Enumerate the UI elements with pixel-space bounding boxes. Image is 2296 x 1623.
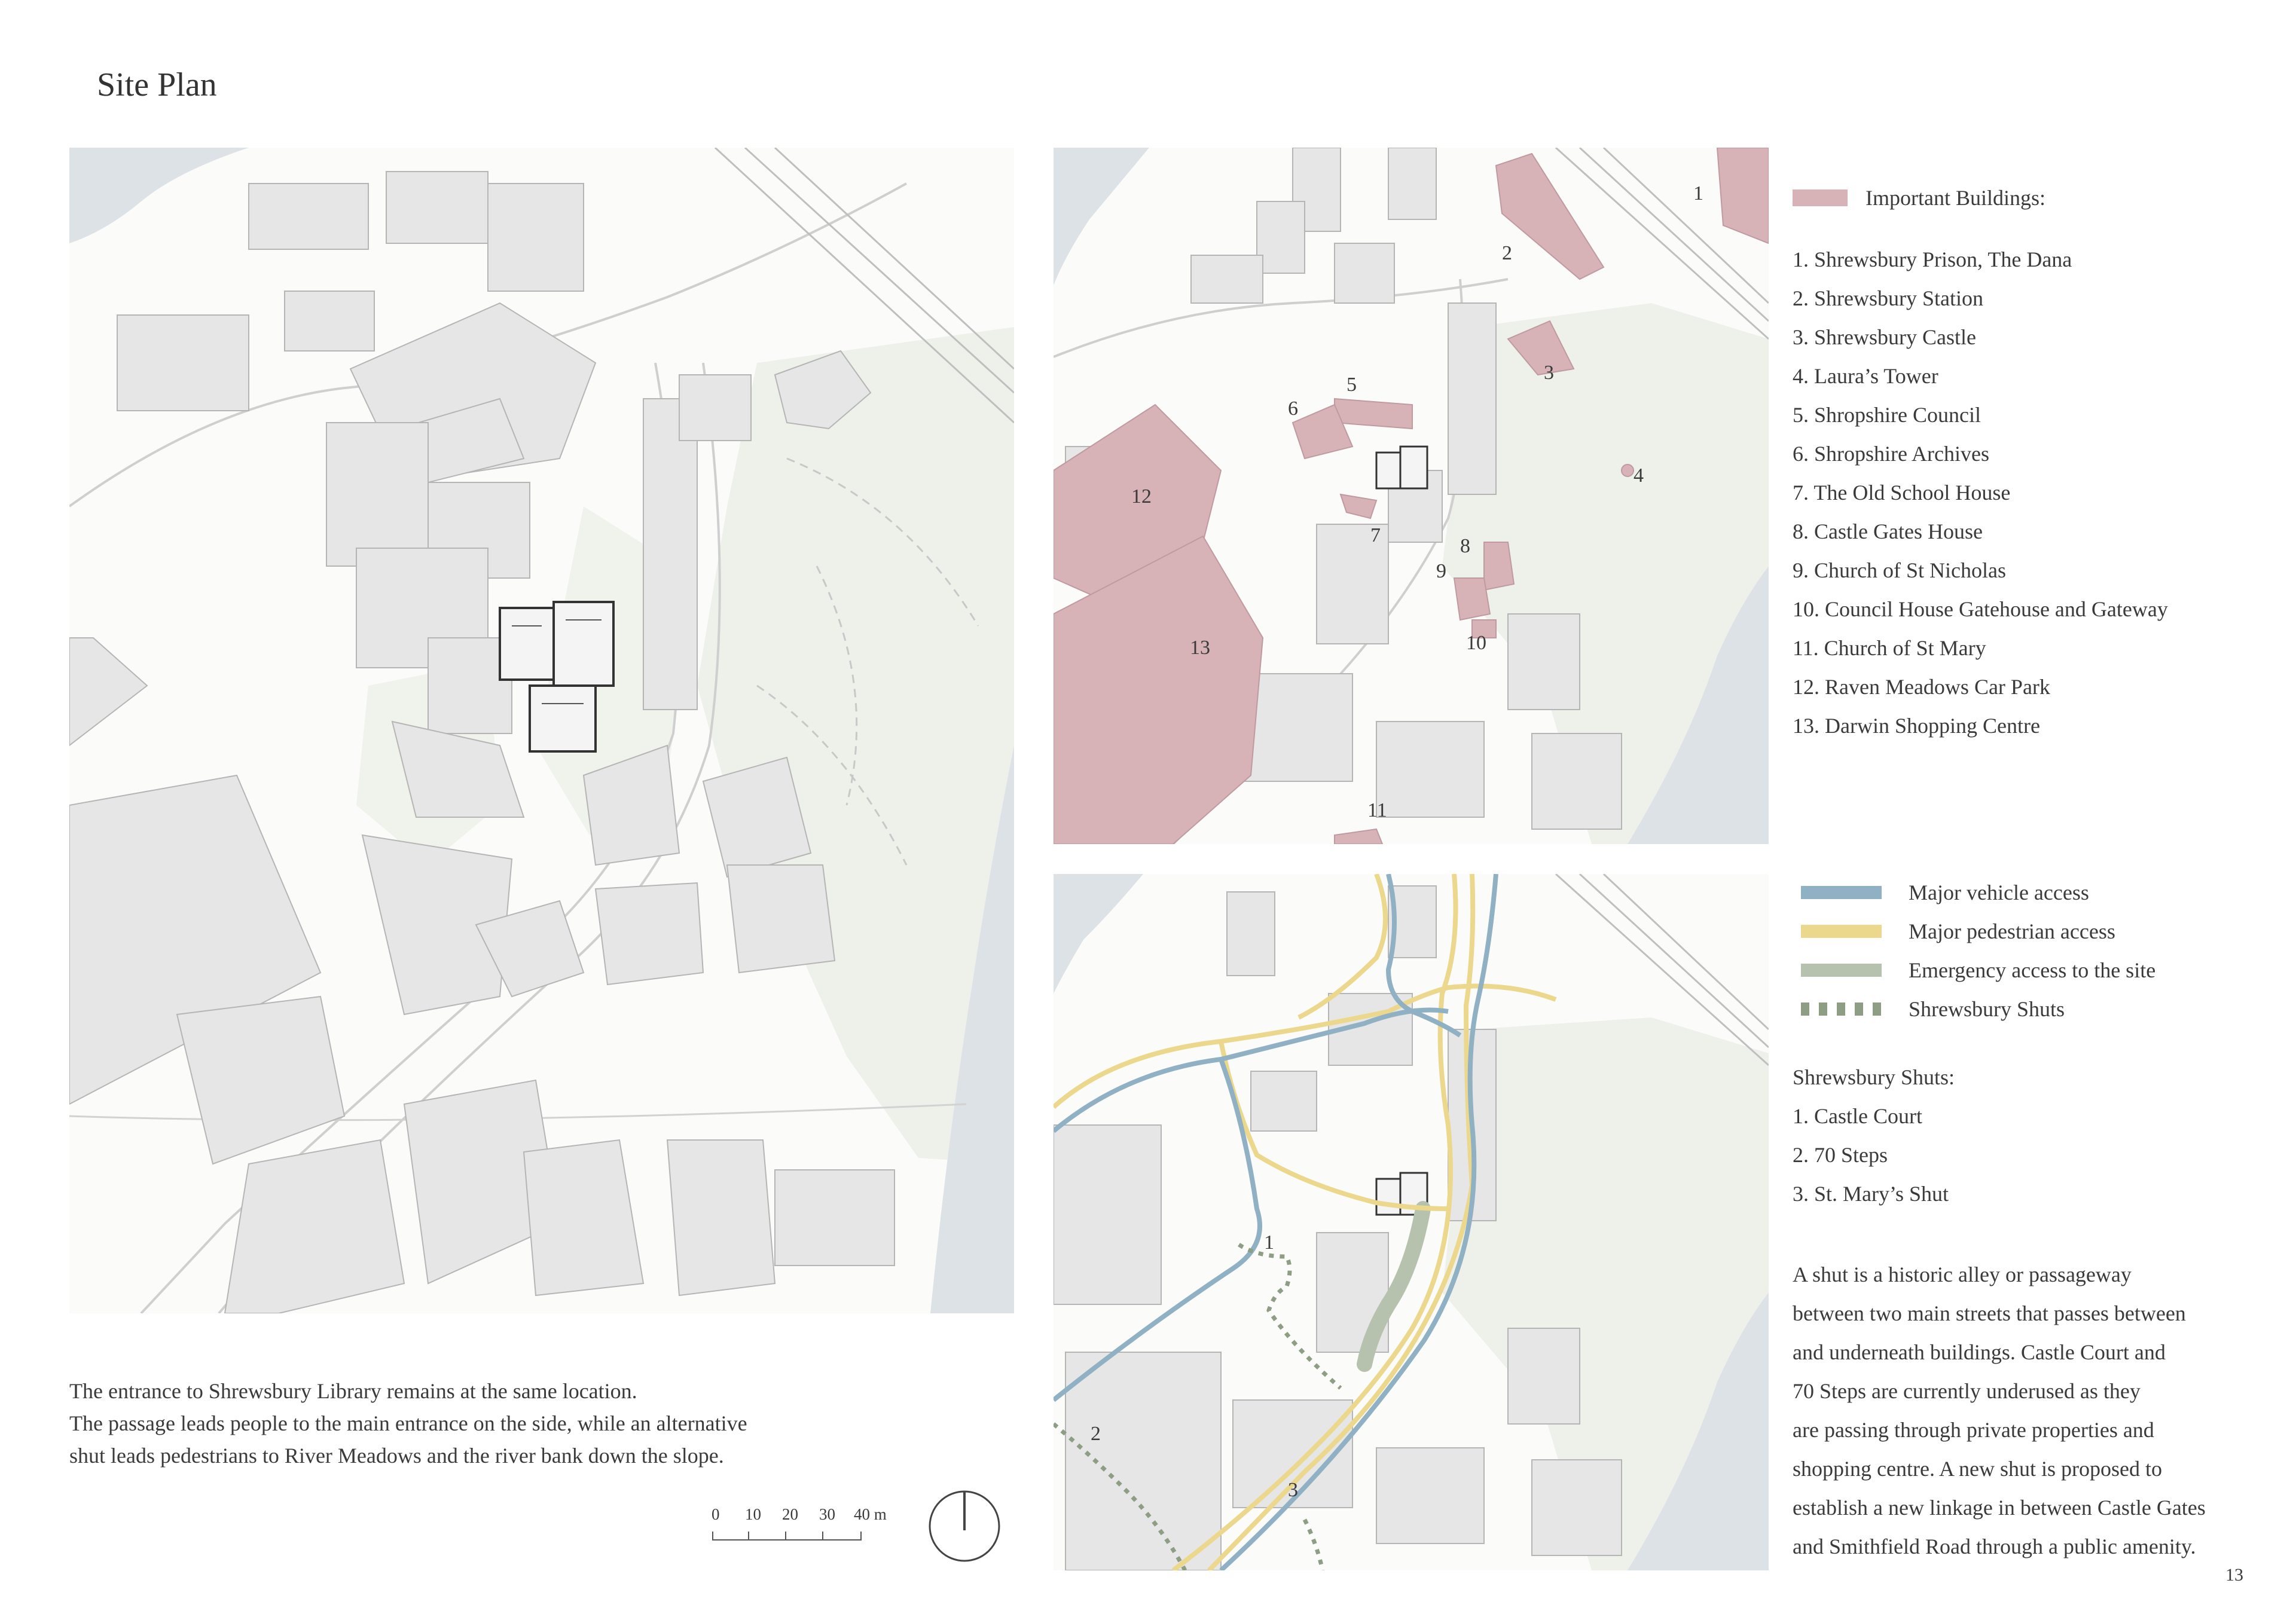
vehicle-access-swatch [1801,886,1882,899]
list-item: 13. Darwin Shopping Centre [1793,714,2040,738]
list-item: 2. 70 Steps [1793,1143,1888,1167]
caption-line: The passage leads people to the main entrance on the side, while an alternative [69,1411,747,1435]
list-item: 4. Laura’s Tower [1793,364,1938,388]
scale-bar-graphic [712,1529,891,1547]
list-item: 12. Raven Meadows Car Park [1793,675,2050,699]
site-caption [69,1375,747,1472]
list-item: 7. The Old School House [1793,481,2011,505]
description-line: are passing through private properties and [1793,1418,2154,1442]
shuts-swatch [1801,1002,1882,1016]
list-item: 11. Church of St Mary [1793,636,1986,660]
building-1 [1717,148,1769,243]
list-item: 8. Castle Gates House [1793,519,1983,543]
description-line: and Smithfield Road through a public amenity. [1793,1535,2196,1558]
caption-line: The entrance to Shrewsbury Library remains at the same location. [69,1379,637,1403]
main-road [1054,279,1508,357]
shut-map-label-1: 1 [1264,1231,1274,1254]
north-arrow-icon [926,1487,1003,1565]
list-item: 3. Shrewsbury Castle [1793,325,1976,349]
access-map-drawing [1054,874,1769,1570]
page-title: Site Plan [97,66,217,103]
description-line: 70 Steps are currently underused as they [1793,1379,2141,1403]
river [69,148,249,243]
legend-emergency-access [1801,950,2155,989]
map-label-10: 10 [1466,632,1486,654]
list-item: 2. Shrewsbury Station [1793,286,1983,310]
description-line: establish a new linkage in between Castle Gates [1793,1496,2206,1520]
important-buildings-list [1793,240,2168,745]
shuts-list [1793,1058,1955,1214]
building-5 [1335,399,1412,429]
scale-label: 30 [819,1505,835,1523]
building-11 [1335,829,1382,844]
map-label-5: 5 [1347,374,1357,396]
legend-vehicle-access [1801,873,2155,912]
map-label-13: 13 [1190,637,1210,659]
building-2 [1496,154,1604,279]
map-label-1: 1 [1693,182,1703,204]
description-line: shopping centre. A new shut is proposed to [1793,1457,2162,1481]
pedestrian-access-swatch [1801,925,1882,938]
list-item: 10. Council House Gatehouse and Gateway [1793,597,2168,621]
list-item: 3. St. Mary’s Shut [1793,1182,1949,1206]
scale-label: 0 [712,1505,720,1523]
legend-label: Major pedestrian access [1909,919,2115,943]
building-9 [1454,578,1490,620]
shut-map-label-2: 2 [1091,1423,1101,1445]
legend-pedestrian-access [1801,912,2155,950]
map-label-3: 3 [1544,362,1554,384]
description-line: between two main streets that passes between [1793,1301,2186,1325]
map-label-6: 6 [1288,398,1298,420]
legend-heading: Important Buildings: [1866,186,2045,210]
important-buildings-legend [1793,185,2168,745]
emergency-access-swatch [1801,964,1882,977]
legend-shrewsbury-shuts [1801,989,2155,1028]
river [1054,874,1143,994]
important-buildings-swatch [1793,189,1848,206]
page-number: 13 [2225,1565,2243,1585]
map-label-11: 11 [1367,799,1387,821]
list-item: 9. Church of St Nicholas [1793,558,2006,582]
building-4 [1622,464,1634,476]
caption-line: shut leads pedestrians to River Meadows and the river bank down the slope. [69,1444,724,1468]
map-label-12: 12 [1131,485,1152,508]
important-buildings-map[interactable] [1054,148,1769,844]
scale-label: 20 [782,1505,798,1523]
map-label-8: 8 [1460,535,1470,557]
scale-label: 40 m [854,1505,887,1523]
legend-label: Emergency access to the site [1909,958,2156,982]
map-label-9: 9 [1436,560,1446,582]
description-line: A shut is a historic alley or passageway [1793,1263,2132,1286]
main-map-drawing [69,148,1014,1313]
shuts-heading: Shrewsbury Shuts: [1793,1065,1955,1089]
map-label-7: 7 [1370,524,1381,546]
list-item: 1. Castle Court [1793,1104,1922,1128]
river [1054,148,1149,285]
scale-label: 10 [745,1505,761,1523]
proposed-site [500,602,613,751]
description-line: and underneath buildings. Castle Court and [1793,1340,2166,1364]
legend-label: Shrewsbury Shuts [1909,997,2065,1021]
list-item: 5. Shropshire Council [1793,403,1981,427]
access-legend [1801,873,2155,1028]
building-7 [1341,494,1376,518]
main-site-map[interactable] [69,148,1014,1313]
shut-description [1793,1255,2206,1566]
map-label-4: 4 [1634,464,1644,487]
building-8 [1484,542,1514,590]
list-item: 1. Shrewsbury Prison, The Dana [1793,247,2072,271]
access-map[interactable] [1054,874,1769,1570]
scale-bar [712,1505,891,1551]
shut-map-label-3: 3 [1288,1479,1298,1501]
proposed-site [1376,447,1427,488]
list-item: 6. Shropshire Archives [1793,442,1989,466]
map-label-2: 2 [1502,242,1512,264]
legend-label: Major vehicle access [1909,880,2089,904]
buildings-map-drawing [1054,148,1769,844]
